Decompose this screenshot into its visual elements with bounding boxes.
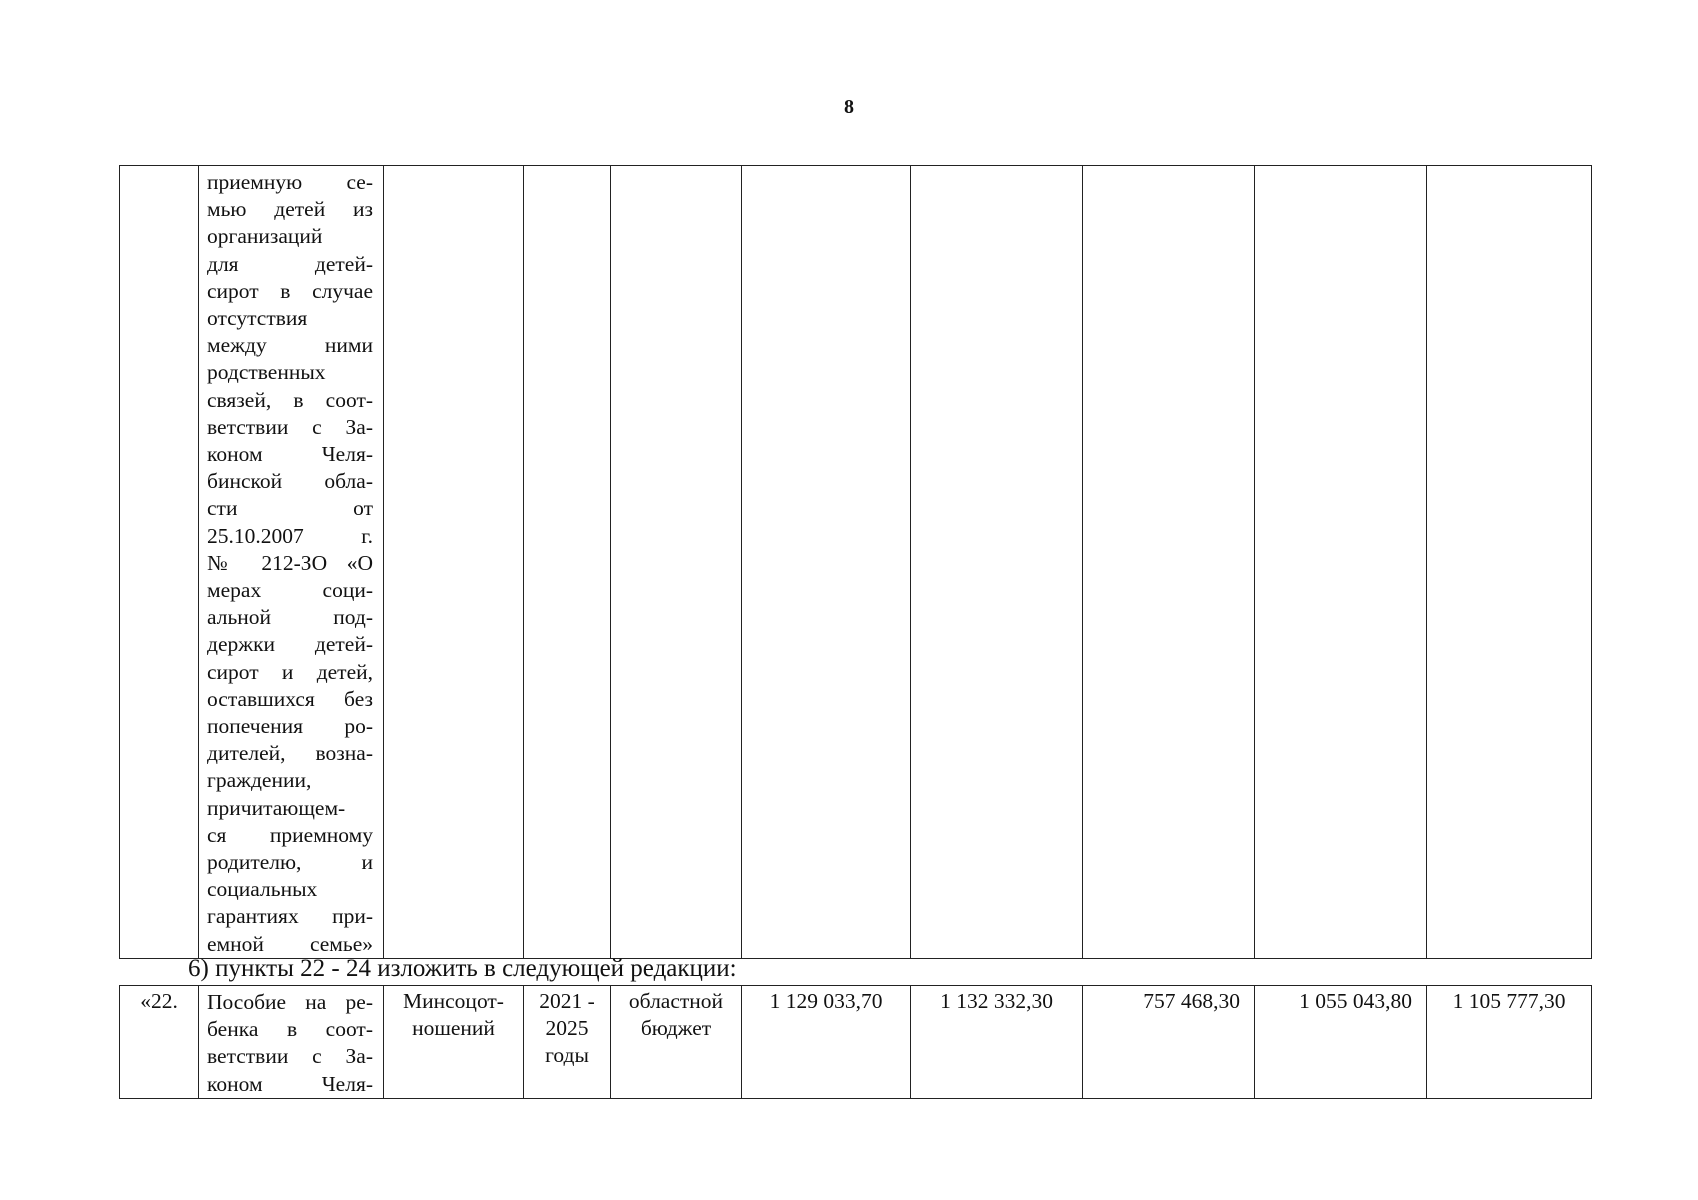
description-line: Пособие на ре- <box>207 990 373 1014</box>
cell-value-4 <box>1255 166 1427 959</box>
description-line: коном Челя- <box>207 442 373 467</box>
cell-description <box>199 986 384 1099</box>
table-row <box>120 986 1592 1099</box>
description-line: емной семье» <box>207 931 373 956</box>
source-text: областной бюджет <box>628 989 724 1040</box>
description-line: отсутствия <box>207 306 308 331</box>
description-line: альной под- <box>207 605 373 630</box>
period-text: 2021 - 2025 годы <box>539 989 595 1067</box>
cell-value-3 <box>1083 166 1255 959</box>
description-line: сирот в случае <box>207 278 373 303</box>
cell-value-5 <box>1427 166 1592 959</box>
description-line: мью детей из <box>207 197 373 222</box>
description-line: коном Челя- <box>207 1071 373 1096</box>
description-line: 25.10.2007 г. <box>207 523 373 548</box>
description-line: родителю, и <box>207 850 373 875</box>
description-line: ся приемному <box>207 822 373 847</box>
cell-value-3: 757 468,30 <box>1083 986 1255 1099</box>
description-line: дителей, возна- <box>207 741 373 766</box>
description-line: связей, в соот- <box>207 387 373 412</box>
cell-source <box>611 166 742 959</box>
page-number: 8 <box>844 96 854 118</box>
cell-value-2: 1 132 332,30 <box>911 986 1083 1099</box>
amendment-text: 6) пункты 22 - 24 изложить в следующей редакции: <box>188 955 737 982</box>
cell-description <box>199 166 384 959</box>
description-line: ветствии с За- <box>207 1044 373 1069</box>
cell-period <box>524 986 611 1099</box>
description-line: приемную се- <box>207 170 373 194</box>
cell-executor <box>384 986 524 1099</box>
cell-executor <box>384 166 524 959</box>
description-line: сти от <box>207 496 373 521</box>
cell-value-1: 1 129 033,70 <box>742 986 911 1099</box>
cell-period <box>524 166 611 959</box>
description-line: № 212-ЗО «О <box>207 550 373 575</box>
description-line: причитающем- <box>207 795 346 820</box>
description-line: граждении, <box>207 768 312 793</box>
description-line: гарантиях при- <box>207 904 373 929</box>
description-line: попечения ро- <box>207 714 373 739</box>
description-line: социальных <box>207 877 318 902</box>
description-line: бенка в соот- <box>207 1017 373 1042</box>
description-line: родственных <box>207 360 326 385</box>
cell-source <box>611 986 742 1099</box>
cell-value-4: 1 055 043,80 <box>1255 986 1427 1099</box>
table-row <box>120 166 1592 959</box>
cell-value-2 <box>911 166 1083 959</box>
table-row-22 <box>119 985 1592 1099</box>
cell-number: «22. <box>120 986 199 1099</box>
description-line: мерах соци- <box>207 578 373 603</box>
table-continued <box>119 165 1592 959</box>
description-line: между ними <box>207 333 373 358</box>
cell-number <box>120 166 199 959</box>
cell-value-5: 1 105 777,30 <box>1427 986 1592 1099</box>
executor-text: Минсоцот- ношений <box>403 989 504 1040</box>
description-line: ветствии с За- <box>207 414 373 439</box>
description-line: оставшихся без <box>207 686 373 711</box>
description-line: для детей- <box>207 251 373 276</box>
description-line: держки детей- <box>207 632 373 657</box>
cell-value-1 <box>742 166 911 959</box>
description-line: организаций <box>207 224 323 249</box>
description-line: сирот и детей, <box>207 659 373 684</box>
description-line: бинской обла- <box>207 469 373 494</box>
